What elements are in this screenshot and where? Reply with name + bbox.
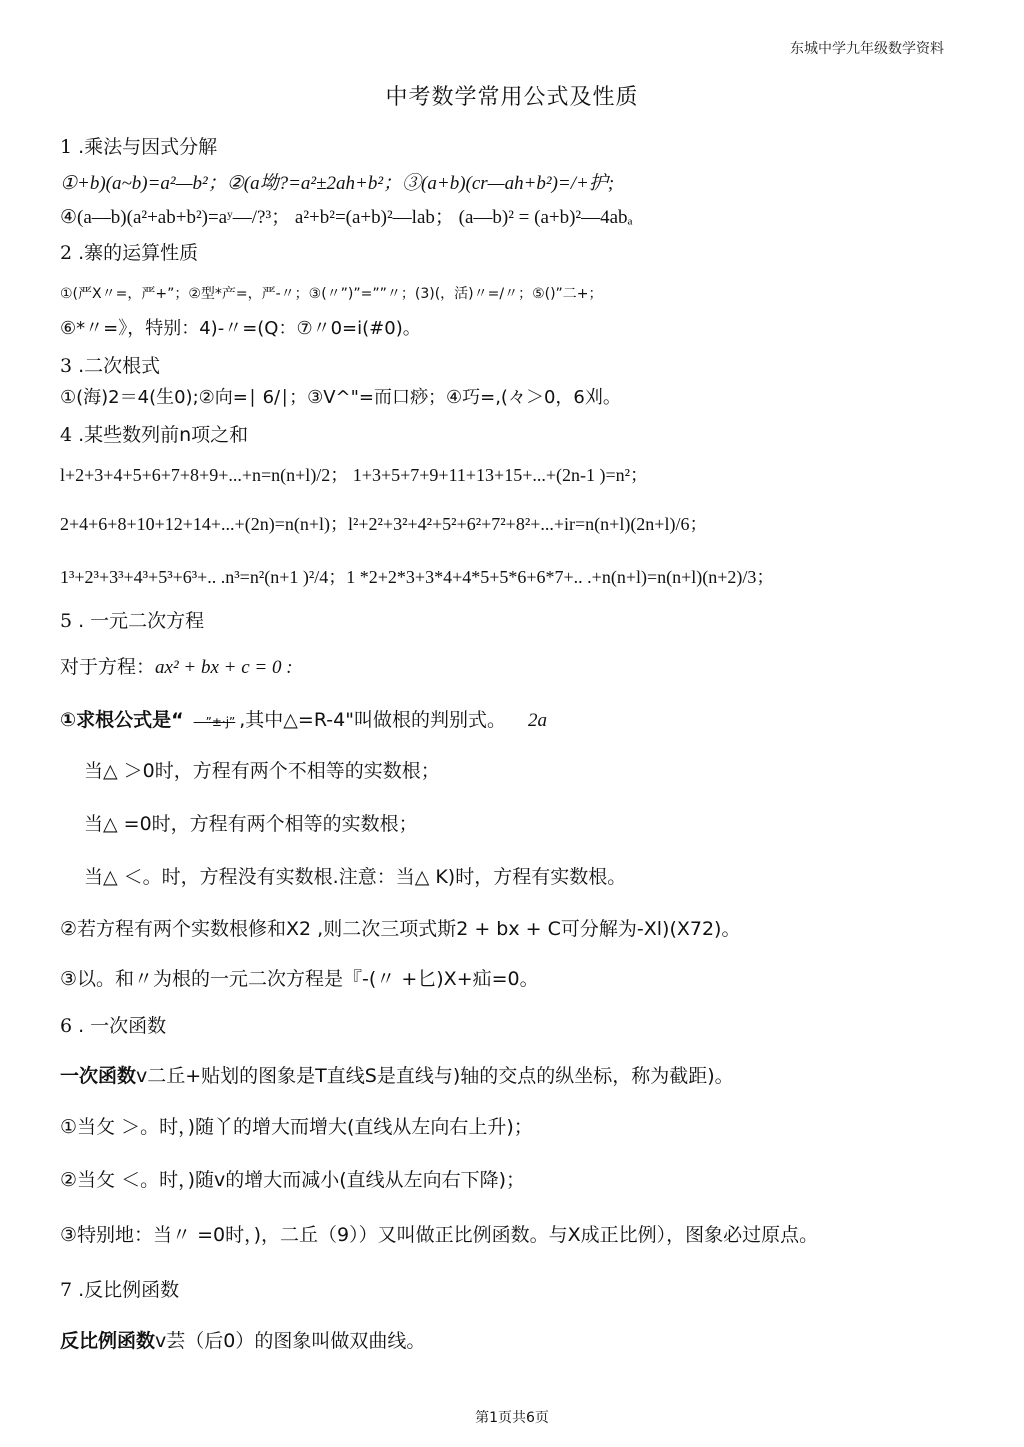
definition-text: v二丘+贴划的图象是T直线S是直线与)轴的交点的纵坐标，称为截距)。 [136, 1065, 734, 1087]
section-heading-3 [60, 351, 160, 378]
section-title: .某些数列前n项之和 [78, 424, 249, 446]
paragraph: ③以。和〃为根的一元二次方程是『-(〃 +匕)X+疝=0。 [60, 968, 539, 990]
equation-intro [60, 652, 293, 679]
root-formula-line [60, 705, 547, 732]
definition-term: 一次函数 [60, 1065, 137, 1087]
equation-formula: ax² + bx + c = 0 : [155, 657, 293, 678]
denominator: 2a [528, 710, 547, 731]
section-title: .二次根式 [78, 355, 161, 377]
discriminant-case: 当△ ＜。时，方程没有实数根.注意：当△ K)时，方程有实数根。 [84, 866, 627, 888]
section-heading-2 [60, 238, 198, 265]
section-number: 4 [60, 424, 73, 446]
root-formula-label: ①求根公式是“ [60, 709, 184, 731]
definition-line [60, 1326, 425, 1353]
paragraph: ②当攵 ＜。时，)随v的增大而减小(直线从左向右下降)； [60, 1169, 526, 1191]
definition-text: v芸（后0）的图象叫做双曲线。 [155, 1330, 426, 1352]
section-heading-5 [60, 606, 204, 633]
discriminant-text: ,其中△=R-4"叫做根的判别式。 [239, 709, 506, 731]
page-header: 东城中学九年级数学资料 [790, 41, 944, 57]
formula-line: ④(a—b)(a²+ab+b²)=aʸ—/?³； a²+b²=(a+b)²—lab； (a—b)² = (a+b)²—4abₐ [60, 207, 633, 228]
formula-line: ⑥*〃=》，特别：4)-〃=(Q：⑦〃0=i(#0)。 [60, 318, 421, 339]
discriminant-case: 当△ =0时，方程有两个相等的实数根； [84, 813, 418, 835]
section-title: . 一次函数 [78, 1015, 167, 1037]
section-heading-7 [60, 1275, 179, 1302]
section-heading-1 [60, 132, 217, 159]
paragraph: ①当攵 ＞。时，)随丫的增大而增大(直线从左向右上升)； [60, 1116, 533, 1138]
formula-line: ①(严X〃=，严+”；②型*产=，严-〃；③(〃”)”=””〃；(3)(，活)〃=/〃；⑤()”二+； [60, 286, 603, 302]
section-number: 6 [60, 1015, 73, 1037]
formula-line: 2+4+6+8+10+12+14+...+(2n)=n(n+l)；l²+2²+3²+4²+5²+6²+7²+8²+...+ir=n(n+l)(2n+l)/6； [60, 514, 708, 534]
section-number: 2 [60, 242, 73, 264]
formula-line: ①+b)(a~b)=a²—b²；②(a坳?=a²±2ah+b²；③(a+b)(cr—ah+b²)=/+护; [60, 173, 615, 194]
section-title: .寨的运算性质 [78, 242, 199, 264]
section-number: 3 [60, 355, 73, 377]
page-title: 中考数学常用公式及性质 [385, 85, 639, 110]
section-title: .反比例函数 [78, 1279, 180, 1301]
section-heading-6 [60, 1011, 166, 1038]
section-heading-4 [60, 420, 248, 447]
discriminant-case: 当△ ＞0时，方程有两个不相等的实数根； [84, 760, 440, 782]
section-number: 7 [60, 1279, 73, 1301]
formula-line: 1³+2³+3³+4³+5³+6³+.. .n³=n²(n+1 )²/4；1 *2+2*3+3*4+4*5+5*6+6*7+.. .+n(n+l)=n(n+l)(n+2)/3； [60, 567, 775, 587]
equation-intro-label: 对于方程： [60, 656, 156, 678]
paragraph: ②若方程有两个实数根修和X2 ,则二次三项式斯2 + bx + C可分解为-Xl)(X72)。 [60, 918, 741, 940]
definition-term: 反比例函数 [60, 1330, 156, 1352]
page-footer: 第1页共6页 [475, 1410, 549, 1426]
section-number: 5 [60, 610, 73, 632]
definition-line [60, 1061, 734, 1088]
section-title: .乘法与因式分解 [78, 136, 218, 158]
paragraph: ③特别地：当〃 =0时，)，二丘（9））又叫做正比例函数。与X成正比例），图象必过原点。 [60, 1224, 819, 1246]
formula-line: ①(海)2＝4(生0);②向=∣ 6/∣；③V^"=而口痧；④巧=,(々＞0，6刈。 [60, 387, 621, 408]
root-formula-fraction: —”±·j” [193, 715, 236, 729]
section-title: . 一元二次方程 [78, 610, 205, 632]
section-number: 1 [60, 136, 73, 158]
formula-line: l+2+3+4+5+6+7+8+9+...+n=n(n+l)/2； 1+3+5+7+9+11+13+15+...+(2n-1 )=n²； [60, 465, 649, 485]
